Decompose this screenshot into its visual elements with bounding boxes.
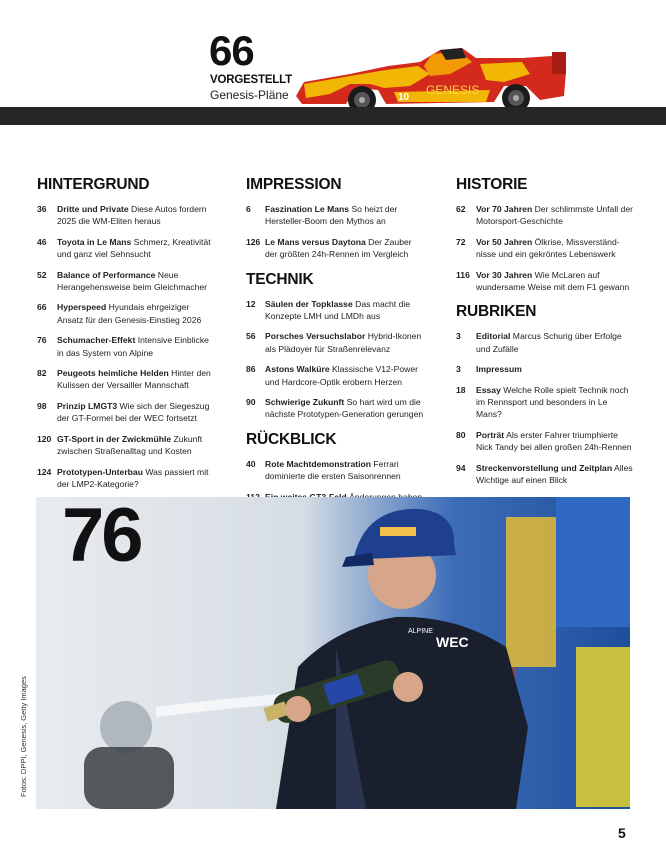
toc-entry-title: Essay <box>476 384 501 395</box>
toc-entry-title: Faszination Le Mans <box>265 204 350 214</box>
section-title-technik: TECHNIK <box>246 270 314 288</box>
toc-entry[interactable] <box>456 330 634 355</box>
toc-entry[interactable] <box>246 330 426 355</box>
toc-entry[interactable] <box>246 363 426 388</box>
toc-entry-text: Ölkrise, Missverständ-nisse und ein gekröntes Lebenswerk <box>476 236 620 260</box>
toc-entry-title: Impressum <box>476 364 522 375</box>
toc-entry-text: Welche Rolle spielt Technik noch im Rennsport und besonders in Le Mans? <box>476 384 629 420</box>
teaser-subtitle: Genesis-Pläne <box>210 88 289 102</box>
column-1 <box>37 176 213 498</box>
toc-entry-title: Streckenvorstellung und Zeitplan <box>476 462 613 473</box>
toc-entry-title: Schwierige Zukunft <box>265 397 345 408</box>
toc-entry-title: Dritte und Private <box>57 204 129 214</box>
toc-entry-title: Peugeots heimliche Helden <box>57 368 169 379</box>
toc-page-number: 76 <box>37 335 47 346</box>
toc-page-number: 36 <box>37 204 47 214</box>
toc-page-number: 12 <box>246 298 256 309</box>
toc-entry-text: Wie McLaren auf wundersame Weise mit dem F1 gewann <box>476 269 630 293</box>
cap-text: ALPINE <box>408 628 433 635</box>
toc-entry-text: Der schlimmste Unfall der Motorsport-Geschichte <box>476 204 633 227</box>
toc-page-number: 56 <box>246 331 256 342</box>
toc-entry[interactable] <box>37 269 213 294</box>
toc-entry-text: Marcus Schurig über Erfolge und Zufälle <box>476 331 622 354</box>
toc-page-number: 94 <box>456 462 466 473</box>
toc-entry[interactable] <box>456 363 634 375</box>
toc-page-number: 116 <box>456 269 470 280</box>
toc-entry-title: GT-Sport in der Zwickmühle <box>57 433 172 444</box>
toc-entry[interactable] <box>37 433 213 458</box>
header-band <box>0 107 666 125</box>
toc-entry-title: Astons Walküre <box>265 364 330 375</box>
toc-page-number: 62 <box>456 204 466 214</box>
suit-logo-text: WEC <box>436 634 469 650</box>
toc-entry-text: So hart wird um die nächste Prototypen-Generation gerungen <box>265 397 424 420</box>
toc-entry[interactable] <box>456 429 634 454</box>
toc-entry[interactable] <box>37 301 213 326</box>
teaser-page-number[interactable]: 66 <box>209 27 254 74</box>
section-title-rueckblick: RÜCKBLICK <box>246 430 337 448</box>
toc-entry[interactable] <box>37 203 213 228</box>
toc-entry-title: Rote Machtdemonstration <box>265 458 371 469</box>
toc-entry-title: Schumacher-Effekt <box>57 335 136 346</box>
toc-entry-text: Hinter den Kulissen der Versailler Mannschaft <box>57 368 211 391</box>
toc-page-number: 6 <box>246 204 251 214</box>
toc-page-number: 124 <box>37 466 52 477</box>
toc-page-number: 126 <box>246 236 261 247</box>
toc-entry[interactable] <box>246 458 426 483</box>
toc-page-number: 82 <box>37 368 47 379</box>
section-title-rubriken: RUBRIKEN <box>456 303 537 321</box>
toc-entry-text: So heizt der Hersteller-Boom den Mythos an <box>265 204 398 227</box>
toc-entry[interactable] <box>456 203 634 228</box>
section-title-impression: IMPRESSION <box>246 176 342 193</box>
toc-entry[interactable] <box>246 203 426 228</box>
toc-entry[interactable] <box>37 466 213 491</box>
toc-entry[interactable] <box>456 269 634 294</box>
genesis-race-car-image <box>290 44 570 114</box>
toc-entry-text: Zukunft zwischen Straßenalltag und Kosten <box>57 433 203 457</box>
toc-entry-text: Intensive Einblicke in das System von Alpine <box>57 335 209 358</box>
toc-entry-title: Säulen der Topklasse <box>265 298 353 309</box>
photo-page-number[interactable]: 76 <box>62 493 141 578</box>
toc-entry[interactable] <box>456 236 634 261</box>
toc-entry-title: Le Mans versus Daytona <box>265 236 366 247</box>
section-title-historie: HISTORIE <box>456 176 528 193</box>
toc-entry-title: Editorial <box>476 331 511 342</box>
toc-entry-text: Diese Autos fordern 2025 die WM-Eliten heraus <box>57 204 207 227</box>
toc-entry-text: Wie sich der Siegeszug der GT-Formel bei der WEC fortsetzt <box>57 400 210 424</box>
toc-entry-text: Neue Herangehensweise beim Gleichmacher <box>57 269 207 293</box>
toc-entry-title: Vor 30 Jahren <box>476 269 533 280</box>
toc-entry-text: Was passiert mit der LMP2-Kategorie? <box>57 466 209 489</box>
car-brand-text: GENESIS <box>426 83 480 97</box>
toc-entry-text: Hyundais ehrgeiziger Ansatz für den Genesis-Einstieg 2026 <box>57 302 202 325</box>
toc-page-number: 98 <box>37 400 47 411</box>
toc-entry[interactable] <box>246 236 426 261</box>
car-number-text: 10 <box>398 92 410 103</box>
photo-credit: Fotos: DPPI, Genesis, Getty Images <box>19 676 28 797</box>
toc-page-number: 80 <box>456 429 466 440</box>
toc-entry[interactable] <box>456 462 634 487</box>
toc-page-number: 120 <box>37 433 52 444</box>
column-2 <box>246 176 426 524</box>
toc-page-number: 3 <box>456 331 461 342</box>
toc-entry-title: Vor 70 Jahren <box>476 204 533 214</box>
toc-entry-title: Hyperspeed <box>57 302 107 313</box>
section-title-hintergrund: HINTERGRUND <box>37 176 150 193</box>
toc-entry-text: Ferrari dominierte die ersten Saisonrennen <box>265 458 401 482</box>
toc-page-number: 72 <box>456 236 466 247</box>
toc-page-number: 3 <box>456 364 461 375</box>
toc-entry-title: Porträt <box>476 429 505 440</box>
toc-entry-text: Als erster Fahrer triumphierte Nick Tandy bei allen großen 24h-Rennen <box>476 429 632 453</box>
toc-entry-title: Prototypen-Unterbau <box>57 466 143 477</box>
toc-page-number: 52 <box>37 269 47 280</box>
toc-entry-text: Alles Wichtige auf einen Blick <box>476 462 633 486</box>
toc-page-number: 46 <box>37 236 47 247</box>
toc-page-number: 18 <box>456 384 466 395</box>
toc-page-number: 90 <box>246 397 256 408</box>
toc-entry[interactable] <box>37 367 213 392</box>
toc-entry-text: Klassische V12-Power und Hardcore-Optik erobern Herzen <box>265 364 418 387</box>
toc-entry-text: Der Zauber der größten 24h-Rennen im Vergleich <box>265 236 412 260</box>
toc-entry-title: Toyota in Le Mans <box>57 236 132 247</box>
toc-entry-title: Balance of Performance <box>57 269 156 280</box>
toc-entry[interactable] <box>246 396 426 421</box>
toc-entry-text: Schmerz, Kreativität und ganz viel Sehnsucht <box>57 236 211 260</box>
toc-entry-text: Hybrid-Ikonen als Plädoyer für Straßenrelevanz <box>265 331 422 354</box>
teaser-tag: VORGESTELLT <box>210 74 292 86</box>
toc-entry[interactable] <box>456 384 634 421</box>
toc-entry-title: Vor 50 Jahren <box>476 236 533 247</box>
toc-page-number: 86 <box>246 364 256 375</box>
page-number: 5 <box>618 825 626 841</box>
toc-entry[interactable] <box>37 334 213 359</box>
toc-entry-title: Prinzip LMGT3 <box>57 400 118 411</box>
column-3 <box>456 176 634 495</box>
toc-entry[interactable] <box>37 236 213 261</box>
toc-entry[interactable] <box>246 298 426 323</box>
toc-entry-title: Porsches Versuchslabor <box>265 331 366 342</box>
toc-entry-text: Das macht die Konzepte LMH und LMDh aus <box>265 298 411 322</box>
toc-page-number: 66 <box>37 302 47 313</box>
toc-entry[interactable] <box>37 400 213 425</box>
toc-page-number: 40 <box>246 458 256 469</box>
